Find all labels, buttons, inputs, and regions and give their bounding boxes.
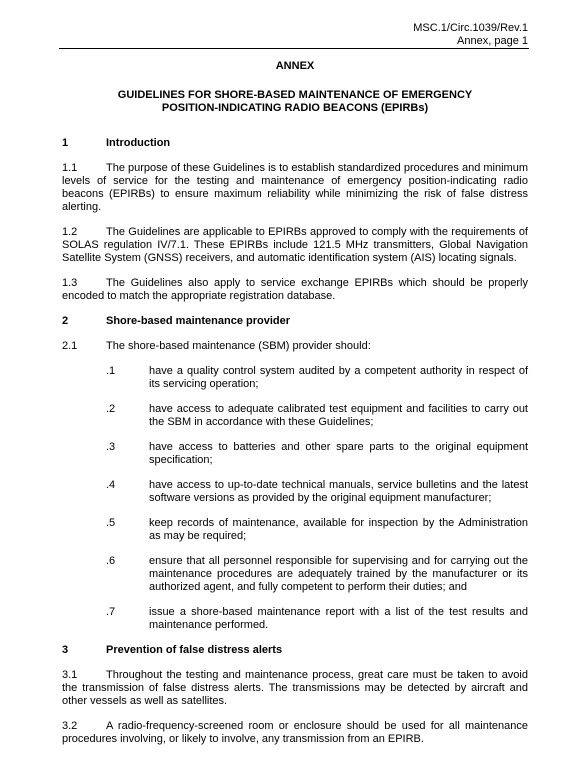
list-item-text: have access to batteries and other spare parts to the original equipment specification;: [149, 441, 528, 466]
paragraph-number: 3.1: [62, 669, 78, 681]
list-item: [106, 517, 528, 543]
document-title: [62, 89, 528, 115]
paragraph-number: 3.2: [62, 720, 78, 732]
list-item-text: have access to up-to-date technical manuals, service bulletins and the latest software versions as provided by the original equipment manufacturer;: [149, 479, 528, 504]
list-item: [106, 606, 528, 632]
paragraph-text: The Guidelines are applicable to EPIRBs approved to comply with the requirements of SOLAS regulation IV/7.1. These EPIRBs include 121.5 MHz transmitters, Global Navigation Satellite System (GNSS) receivers, and automatic identification system (AIS) locating signals.: [62, 226, 528, 264]
paragraph-text: Throughout the testing and maintenance process, great care must be taken to avoid the transmission of false distress alerts. The transmissions may be detected by aircraft and other vessels as well as satellites.: [62, 669, 528, 707]
list-item: [106, 555, 528, 594]
section-title: Shore-based maintenance provider: [106, 315, 290, 327]
section-number: 1: [62, 137, 69, 149]
paragraph-1-3: [62, 277, 528, 303]
section-heading-3: [62, 644, 528, 657]
section-heading-2: [62, 315, 528, 328]
list-item-text: ensure that all personnel responsible for supervising and for carrying out the maintenance procedures are adequately trained by the manufacturer or its authorized agent, and fully competent to perform their duties; and: [149, 555, 528, 593]
list-item: [106, 441, 528, 467]
list-item-number: .4: [106, 479, 116, 491]
list-item-number: .1: [106, 365, 116, 377]
list-item: [106, 479, 528, 505]
header-rule: [59, 48, 529, 49]
paragraph-1-2: [62, 226, 528, 265]
list-item-text: keep records of maintenance, available for inspection by the Administration as may be required;: [149, 517, 528, 542]
page-header: [413, 22, 528, 48]
list-item-number: .7: [106, 606, 116, 618]
section-title: Introduction: [106, 137, 171, 149]
paragraph-text: The purpose of these Guidelines is to establish standardized procedures and minimum levels of service for the testing and maintenance of emergency position-indicating radio beacons (EPIRBs) to ensure maximum reliability while minimizing the risk of false distress alerting.: [62, 162, 528, 213]
page-number: Annex, page 1: [457, 35, 528, 47]
list-item-number: .5: [106, 517, 116, 529]
section-heading-1: [62, 137, 528, 150]
paragraph-3-2: [62, 720, 528, 746]
document-reference: MSC.1/Circ.1039/Rev.1: [413, 22, 528, 34]
document-title-line-2: POSITION-INDICATING RADIO BEACONS (EPIRBs): [161, 102, 429, 114]
paragraph-text: The shore-based maintenance (SBM) provider should:: [106, 340, 371, 352]
list-item-text: have a quality control system audited by a competent authority in respect of its servicing operation;: [149, 365, 528, 390]
list-item: [106, 403, 528, 429]
paragraph-1-1: [62, 162, 528, 214]
list-item-text: issue a shore-based maintenance report with a list of the test results and maintenance performed.: [149, 606, 528, 631]
section-number: 2: [62, 315, 69, 327]
list-item-number: .6: [106, 555, 116, 567]
paragraph-number: 1.1: [62, 162, 78, 174]
list-item-number: .3: [106, 441, 116, 453]
document-title-line-1: GUIDELINES FOR SHORE-BASED MAINTENANCE OF EMERGENCY: [117, 89, 473, 101]
list-item-text: have access to adequate calibrated test equipment and facilities to carry out the SBM in accordance with these Guidelines;: [149, 403, 528, 428]
paragraph-text: The Guidelines also apply to service exchange EPIRBs which should be properly encoded to match the appropriate registration database.: [62, 277, 528, 302]
paragraph-text: A radio-frequency-screened room or enclosure should be used for all maintenance procedures involving, or likely to involve, any transmission from an EPIRB.: [62, 720, 528, 745]
section-title: Prevention of false distress alerts: [106, 644, 283, 656]
paragraph-3-1: [62, 669, 528, 708]
section-number: 3: [62, 644, 69, 656]
annex-title: ANNEX: [275, 60, 315, 72]
paragraph-2-1: [62, 340, 528, 353]
list-item: [106, 365, 528, 391]
paragraph-number: 1.2: [62, 226, 78, 238]
paragraph-number: 2.1: [62, 340, 78, 352]
paragraph-number: 1.3: [62, 277, 78, 289]
list-item-number: .2: [106, 403, 116, 415]
document-body: [62, 60, 528, 746]
